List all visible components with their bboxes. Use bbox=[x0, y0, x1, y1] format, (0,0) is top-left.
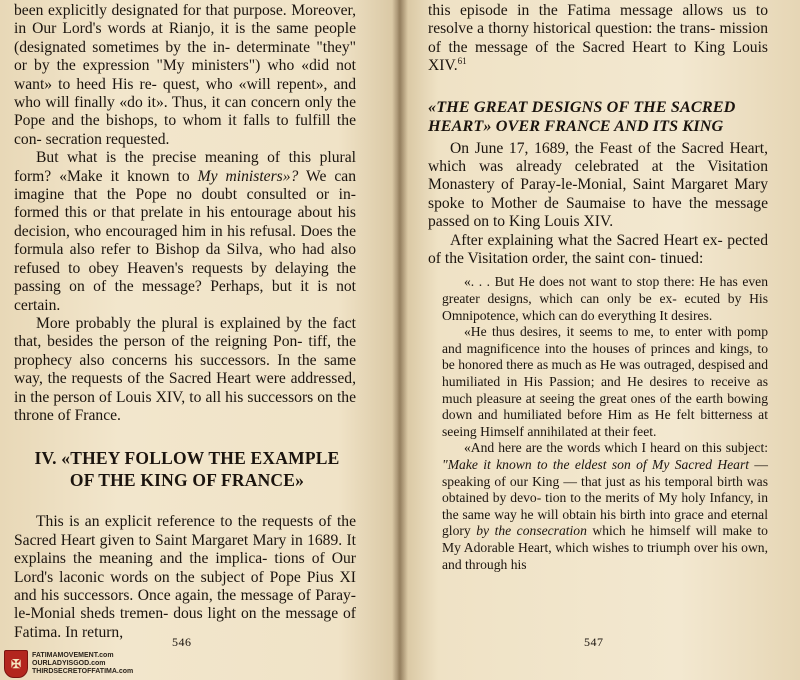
left-p2-text-a: But what is the precise meaning of this plural form? «Make it known to bbox=[14, 149, 356, 185]
quote-paragraph-1: «. . . But He does not want to stop there: He has even greater designs, which can only be ex- ecuted by His Omnipotence, which can do everything It desires. bbox=[442, 274, 768, 323]
left-paragraph-3: More probably the plural is explained by the fact that, besides the person of the reigning Pon- tiff, the prophecy also concerns his successors. In the same way, the requests of the Sacred Heart were addressed, in the person of Louis XIV, to all his successors on the throne of France. bbox=[14, 314, 356, 424]
left-p2-text-b: We can imagine that the Pope no doubt consulted or in- formed this or that prelate in his entourage about his decision, who encouraged him in his refusal. Does the formula also refer to Bishop da Silva, who had also refused to obey Heaven's requests by delaying the passing on of the message? Perhaps, but it is not certain. bbox=[14, 167, 357, 314]
quote-3-text-a: «And here are the words which I heard on this subject: bbox=[464, 440, 768, 456]
watermark-line-2: OURLADYISGOD.com bbox=[32, 660, 106, 667]
left-paragraph-1: been explicitly designated for that purpose. Moreover, in Our Lord's words at Rianjo, it is the same people (designated sometimes by the in- determinate "they" or by the expression "My ministers") who «did not want» to heed His re- quest, who «will repent», and who will finally «do it». Thus, it can concern only the Pope and the bishops, to whom it falls to fulfill the con- secration requested. bbox=[14, 2, 356, 148]
left-paragraph-4: This is an explicit reference to the requests of the Sacred Heart given to Saint Margaret Mary in 1689. It explains the meaning and the implica- tions of Our Lord's laconic words on the subject of Pope Pius XI and his successors. Once again, the message of Paray-le-Monial sheds tremen- dous light on the message of Fatima. In return, bbox=[14, 513, 356, 641]
watermark-lines bbox=[32, 652, 133, 676]
subheading-line-1: «THE GREAT DESIGNS OF THE SACRED bbox=[428, 97, 736, 116]
watermark-line-3: THIRDSECRETOFFATIMA.com bbox=[32, 668, 134, 675]
subheading-line-2: HEART» OVER FRANCE AND ITS KING bbox=[428, 116, 724, 135]
quote-3-emphasis-1: "Make it known to the eldest son of My Sacred Heart bbox=[442, 457, 750, 472]
left-paragraph-2 bbox=[14, 149, 356, 315]
section-heading-line-1: IV. «THEY FOLLOW THE EXAMPLE bbox=[34, 448, 340, 469]
right-p1-text: this episode in the Fatima message allows us to resolve a thorny historical question: the trans- mission of the message of the Sacred Heart to King Louis XIV. bbox=[428, 2, 768, 75]
right-paragraph-3: After explaining what the Sacred Heart ex- pected of the Visitation order, the saint con- tinued: bbox=[428, 231, 768, 268]
quote-paragraph-2: «He thus desires, it seems to me, to enter with pomp and magnificence into the houses of princes and kings, to be honored there as much as He was outraged, despised and humiliated in His Passion; and He desires to receive as much pleasure at seeing the great ones of the earth bowing down and humiliated before Him as He felt bitterness at seeing Himself annihilated at their feet. bbox=[442, 324, 768, 439]
watermark-line-1: FATIMAMOVEMENT.com bbox=[32, 652, 114, 659]
section-heading-iv bbox=[18, 447, 356, 491]
quote-paragraph-3 bbox=[442, 440, 768, 573]
site-watermark bbox=[4, 650, 133, 678]
left-p2-emphasis: My ministers»? bbox=[197, 167, 299, 185]
subheading-great-designs bbox=[428, 98, 768, 136]
right-page-number: 547 bbox=[584, 635, 604, 649]
quote-3-text-b: — speaking of our King — that just as his temporal birth was obtained by devo- tion to the merits of My holy Infancy, in the same way he will obtain his birth into grace and eternal glory bbox=[442, 457, 768, 539]
footnote-ref: 61 bbox=[457, 56, 467, 67]
left-page-number: 546 bbox=[172, 635, 192, 649]
book-gutter-shadow bbox=[392, 0, 408, 680]
left-page bbox=[0, 0, 398, 680]
right-paragraph-1 bbox=[428, 2, 768, 76]
right-page bbox=[398, 0, 800, 680]
quote-3-emphasis-2: by the consecration bbox=[476, 523, 587, 539]
shield-cross-icon: ✠ bbox=[4, 650, 28, 678]
quote-3-text-c: which he himself will make to My Adorable Heart, which wishes to triumph over his own, and through his bbox=[442, 523, 768, 572]
section-heading-line-2: OF THE KING OF FRANCE» bbox=[69, 470, 305, 491]
quotation-block bbox=[428, 274, 768, 573]
right-paragraph-2: On June 17, 1689, the Feast of the Sacred Heart, which was already celebrated at the Visitation Monastery of Paray-le-Monial, Saint Margaret Mary spoke to Mother de Saumaise to have the message passed on to King Louis XIV. bbox=[428, 139, 768, 231]
